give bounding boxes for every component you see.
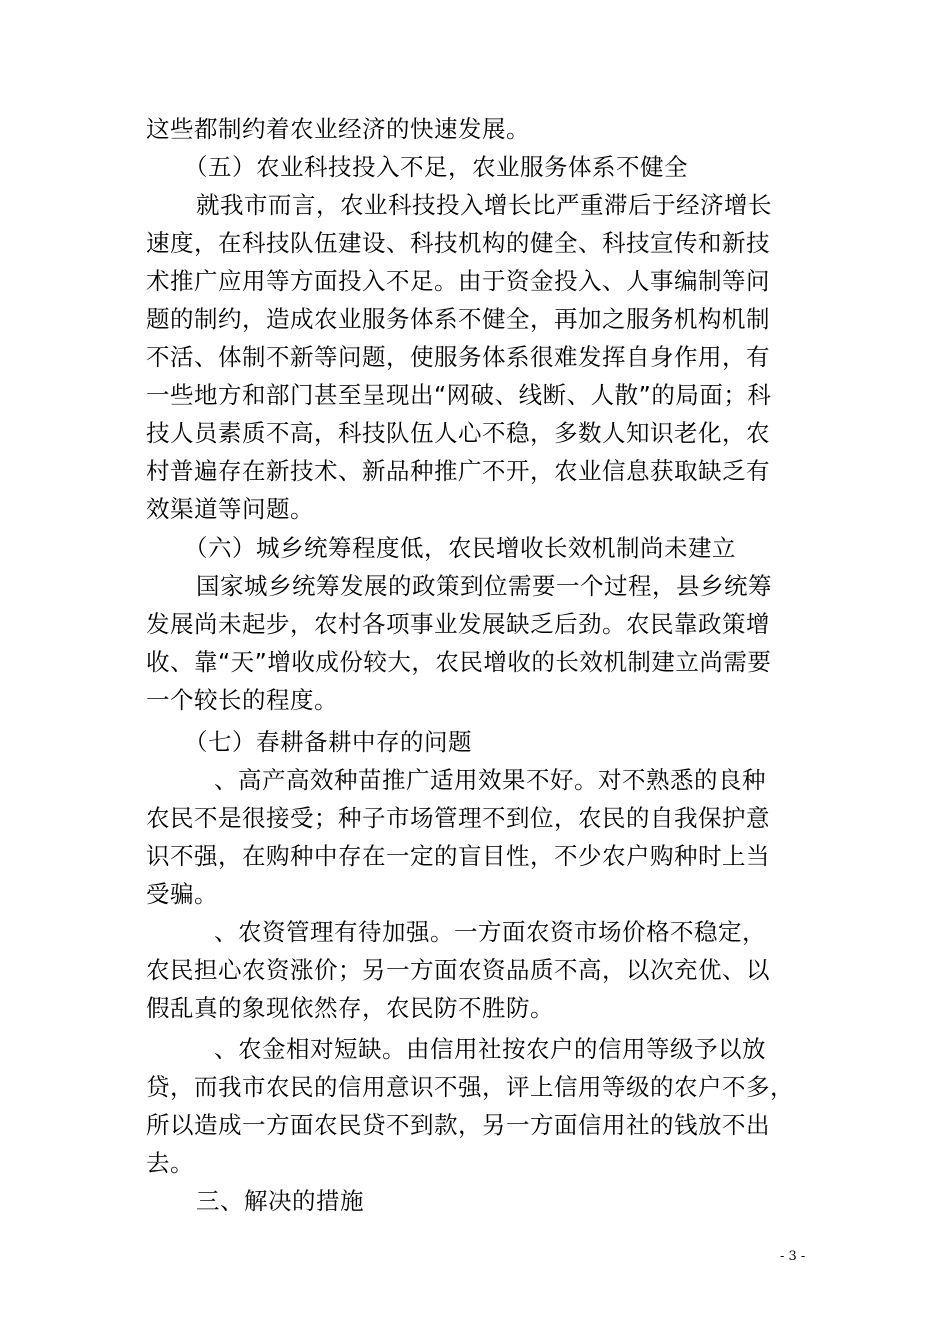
paragraph-line: 、农资管理有待加强。一方面农资市场价格不稳定，	[214, 918, 766, 946]
paragraph-line: 这些都制约着农业经济的快速发展。	[146, 115, 530, 143]
section-heading: （六）城乡统筹程度低，农民增收长效机制尚未建立	[184, 534, 736, 562]
paragraph-line: 贷，而我市农民的信用意识不强，评上信用等级的农户不多，	[146, 1073, 794, 1101]
page-number: - 3 -	[780, 1249, 806, 1264]
paragraph-line: 受骗。	[146, 880, 218, 908]
paragraph-line: 一些地方和部门甚至呈现出“网破、线断、人散”的局面；科	[146, 381, 772, 409]
paragraph-line: 识不强，在购种中存在一定的盲目性，不少农户购种时上当	[146, 842, 770, 870]
section-heading: （七）春耕备耕中存的问题	[184, 728, 472, 756]
paragraph-line: 术推广应用等方面投入不足。由于资金投入、人事编制等问	[146, 267, 770, 295]
paragraph-line: 效渠道等问题。	[146, 495, 314, 523]
paragraph-line: 就我市而言，农业科技投入增长比严重滞后于经济增长	[196, 191, 772, 219]
section-heading: （五）农业科技投入不足，农业服务体系不健全	[184, 153, 688, 181]
paragraph-line: 去。	[146, 1149, 194, 1177]
paragraph-line: 、农金相对短缺。由信用社按农户的信用等级予以放	[214, 1035, 766, 1063]
paragraph-line: 村普遍存在新技术、新品种推广不开，农业信息获取缺乏有	[146, 457, 770, 485]
paragraph-line: 、高产高效种苗推广适用效果不好。对不熟悉的良种	[214, 766, 766, 794]
paragraph-line: 所以造成一方面农民贷不到款，另一方面信用社的钱放不出	[146, 1111, 770, 1139]
paragraph-line: 假乱真的象现依然存，农民防不胜防。	[146, 994, 554, 1022]
paragraph-line: 不活、体制不新等问题，使服务体系很难发挥自身作用，有	[146, 343, 770, 371]
paragraph-line: 国家城乡统筹发展的政策到位需要一个过程，县乡统筹	[196, 572, 772, 600]
paragraph-line: 发展尚未起步，农村各项事业发展缺乏后劲。农民靠政策增	[146, 610, 770, 638]
section-heading: 三、解决的措施	[196, 1187, 364, 1215]
paragraph-line: 收、靠“天”增收成份较大，农民增收的长效机制建立尚需要	[146, 648, 772, 676]
paragraph-line: 一个较长的程度。	[146, 686, 338, 714]
paragraph-line: 速度，在科技队伍建设、科技机构的健全、科技宣传和新技	[146, 229, 770, 257]
paragraph-line: 农民不是很接受；种子市场管理不到位，农民的自我保护意	[146, 804, 770, 832]
paragraph-line: 技人员素质不高，科技队伍人心不稳，多数人知识老化，农	[146, 419, 770, 447]
paragraph-line: 题的制约，造成农业服务体系不健全，再加之服务机构机制	[146, 305, 770, 333]
paragraph-line: 农民担心农资涨价；另一方面农资品质不高，以次充优、以	[146, 956, 770, 984]
